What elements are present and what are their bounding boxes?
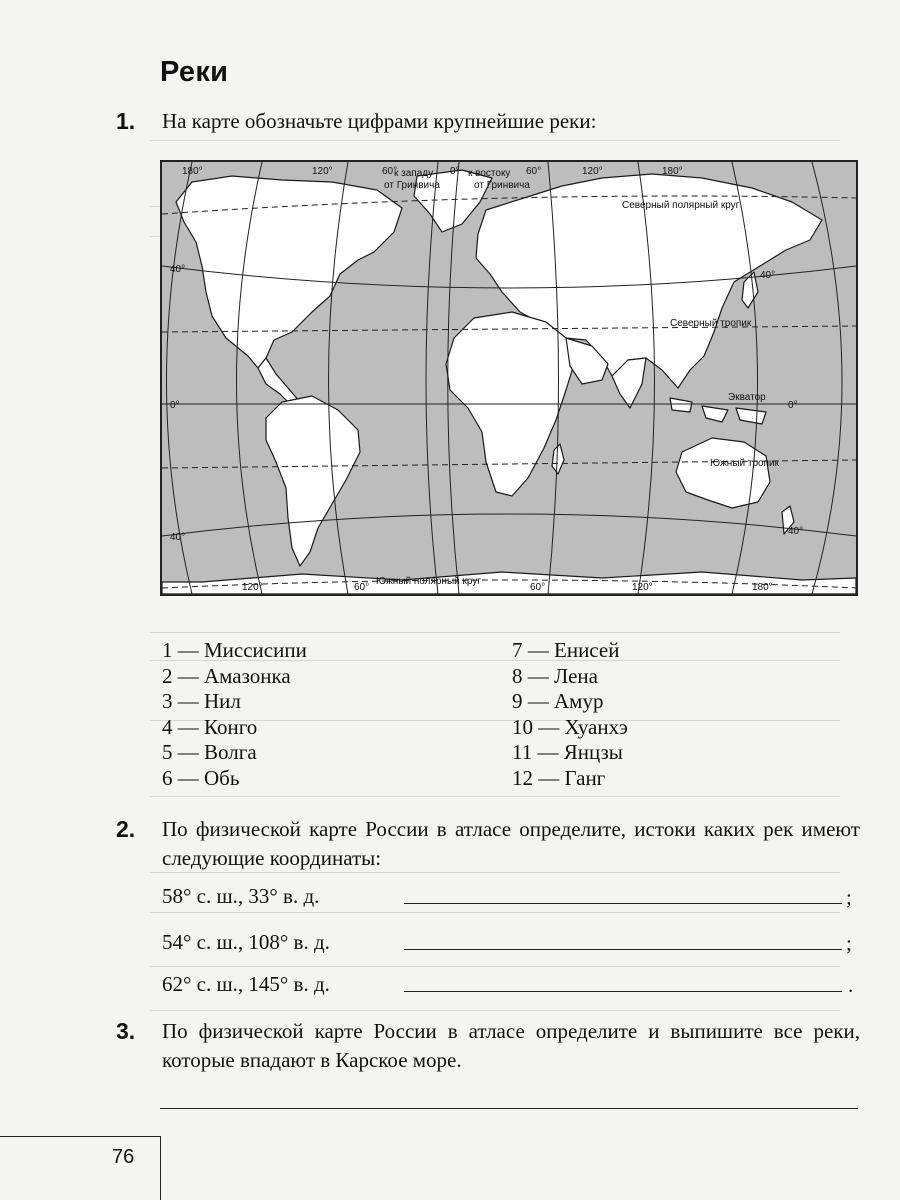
answer-punctuation: . (848, 973, 854, 997)
lon-label: 60° (526, 166, 542, 177)
page-number: 76 (112, 1146, 135, 1168)
section-title: Реки (160, 56, 229, 88)
lon-label: 60° (382, 166, 398, 177)
east-of-greenwich-label: от Гринвича (474, 180, 530, 191)
river-list-right (512, 638, 628, 791)
lon-label: 120° (242, 582, 263, 593)
world-contour-map[interactable] (160, 160, 858, 596)
lat-label: 40° (170, 532, 186, 543)
lon-label: 120° (632, 582, 653, 593)
river-item: 3 — Нил (162, 689, 241, 713)
river-item: 2 — Амазонка (162, 663, 291, 688)
lon-label: 180° (752, 582, 773, 593)
answer-punctuation: ; (846, 931, 852, 955)
river-item: 7 — Енисей (512, 638, 620, 662)
task-3-text: По физической карте России в атласе определите и выпишите все реки, которые впадают в Карское море. (162, 1019, 860, 1072)
coordinate-label: 62° с. ш., 145° в. д. (162, 972, 330, 996)
lat-label: 40° (760, 270, 776, 281)
lon-label: 120° (582, 166, 603, 177)
lat-label: 0° (788, 400, 798, 411)
footer-rule (0, 1136, 160, 1137)
antarctic-circle-label: Южный полярный круг (376, 576, 481, 587)
west-of-greenwich-label: к западу (394, 168, 434, 179)
lon-label: 60° (354, 582, 370, 593)
answer-punctuation: ; (846, 885, 852, 909)
river-item: 8 — Лена (512, 663, 598, 688)
task-1-text: На карте обозначьте цифрами крупнейшие реки: (162, 109, 597, 133)
task-2-text: По физической карте России в атласе определите, истоки каких рек имеют следующие координаты: (162, 817, 860, 870)
arctic-circle-label: Северный полярный круг (622, 200, 740, 211)
river-list-left (162, 638, 307, 791)
river-item: 12 — Ганг (512, 765, 606, 790)
lat-label: 40° (788, 526, 804, 537)
river-item: 11 — Янцзы (512, 740, 623, 764)
river-item: 4 — Конго (162, 714, 258, 739)
tropic-capricorn-label: Южный тропик (710, 458, 779, 469)
lon-label: 120° (312, 166, 333, 177)
answer-line-coord-2[interactable] (404, 949, 842, 950)
zero-meridian-label: 0° (450, 166, 460, 177)
answer-line-task-3[interactable] (160, 1108, 858, 1109)
answer-line-coord-3[interactable] (404, 991, 842, 992)
lon-label: 180° (182, 166, 203, 177)
task-1-number: 1. (116, 108, 136, 134)
equator-label: Экватор (728, 392, 766, 403)
tropic-cancer-label: Северный тропик (670, 318, 752, 329)
west-of-greenwich-label: от Гринвича (384, 180, 440, 191)
footer-divider (160, 1136, 161, 1200)
river-item: 5 — Волга (162, 740, 257, 764)
coordinate-label: 54° с. ш., 108° в. д. (162, 930, 330, 954)
coordinate-label: 58° с. ш., 33° в. д. (162, 884, 320, 908)
river-item: 10 — Хуанхэ (512, 714, 628, 739)
river-item: 6 — Обь (162, 765, 240, 790)
lon-label: 180° (662, 166, 683, 177)
lat-label: 40° (170, 264, 186, 275)
lat-label: 0° (170, 400, 180, 411)
river-item: 1 — Миссисипи (162, 638, 307, 662)
answer-line-coord-1[interactable] (404, 903, 842, 904)
river-item: 9 — Амур (512, 689, 604, 713)
task-2-number: 2. (116, 816, 136, 842)
map-graphic (162, 162, 856, 594)
lon-label: 60° (530, 582, 546, 593)
east-of-greenwich-label: к востоку (468, 168, 511, 179)
task-3-number: 3. (116, 1018, 136, 1044)
